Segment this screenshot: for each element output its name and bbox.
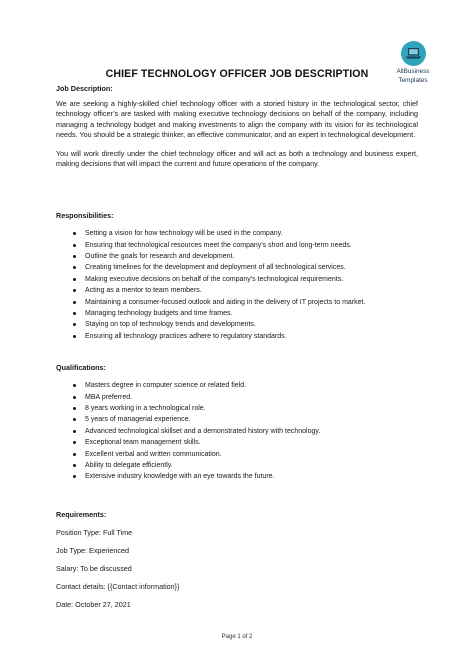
job-description-label: Job Description: xyxy=(56,84,113,93)
bullet-icon xyxy=(73,475,76,478)
responsibilities-label: Responsibilities: xyxy=(56,211,114,220)
bullet-icon xyxy=(73,255,76,258)
list-item: Staying on top of technology trends and developments. xyxy=(56,319,418,330)
date: Date: October 27, 2021 xyxy=(56,600,131,609)
laptop-icon xyxy=(401,41,426,66)
list-item: Acting as a mentor to team members. xyxy=(56,285,418,296)
bullet-icon xyxy=(73,289,76,292)
bullet-icon xyxy=(73,301,76,304)
list-item: Ensuring all technology practices adhere to regulatory standards. xyxy=(56,331,418,342)
bullet-icon xyxy=(73,278,76,281)
document-title: CHIEF TECHNOLOGY OFFICER JOB DESCRIPTION xyxy=(105,68,369,80)
bullet-icon xyxy=(73,407,76,410)
bullet-icon xyxy=(73,430,76,433)
list-item: Ability to delegate efficiently. xyxy=(56,460,418,471)
page-number: Page 1 of 2 xyxy=(221,634,253,640)
logo-text-line1: AllBusiness xyxy=(396,68,430,75)
list-item: Making executive decisions on behalf of the company's technological requirements. xyxy=(56,274,418,285)
qualifications-label: Qualifications: xyxy=(56,363,106,372)
list-item: Setting a vision for how technology will be used in the company. xyxy=(56,228,418,239)
logo-text-line2: Templates xyxy=(398,77,428,84)
requirements-label: Requirements: xyxy=(56,510,107,519)
bullet-icon xyxy=(73,453,76,456)
salary: Salary: To be discussed xyxy=(56,564,132,573)
qualifications-section xyxy=(56,363,418,483)
list-item: Excellent verbal and written communication. xyxy=(56,449,418,460)
bullet-icon xyxy=(73,396,76,399)
list-item: Advanced technological skillset and a demonstrated history with technology. xyxy=(56,426,418,437)
bullet-icon xyxy=(73,232,76,235)
job-description-paragraph-1: We are seeking a highly-skilled chief technology officer with a storied history in the technological sector, chief technology officer’s are tasked with making executive technology decisions on behalf of the company, including managing a technology budget and making investments to align the company with its vision for its technological needs. You should be a strategic thinker, an effective communicator, and an expert in technological development. xyxy=(56,99,418,139)
list-item: 8 years working in a technological role. xyxy=(56,403,418,414)
list-item: Exceptional team management skills. xyxy=(56,437,418,448)
list-item: Creating timelines for the development and deployment of all technological services. xyxy=(56,262,418,273)
bullet-icon xyxy=(73,266,76,269)
list-item: Extensive industry knowledge with an eye towards the future. xyxy=(56,471,418,482)
contact-details: Contact details: {{Contact information}} xyxy=(56,582,180,591)
bullet-icon xyxy=(73,312,76,315)
list-item: MBA preferred. xyxy=(56,392,418,403)
bullet-icon xyxy=(73,323,76,326)
job-type: Job Type: Experienced xyxy=(56,546,129,555)
list-item: Ensuring that technological resources meet the company's short and long-term needs. xyxy=(56,240,418,251)
list-item: Managing technology budgets and time frames. xyxy=(56,308,418,319)
responsibilities-section xyxy=(56,211,418,342)
bullet-icon xyxy=(73,464,76,467)
qualifications-list xyxy=(56,380,418,483)
responsibilities-list xyxy=(56,228,418,342)
job-description-section xyxy=(56,84,418,169)
bullet-icon xyxy=(73,384,76,387)
bullet-icon xyxy=(73,335,76,338)
list-item: Masters degree in computer science or related field. xyxy=(56,380,418,391)
bullet-icon xyxy=(73,441,76,444)
position-type: Position Type: Full Time xyxy=(56,528,133,537)
job-description-paragraph-2: You will work directly under the chief technology officer and will act as both a technology and business expert, making decisions that will impact the current and future operations of the company. xyxy=(56,149,418,169)
list-item: Maintaining a consumer-focused outlook and aiding in the delivery of IT projects to market. xyxy=(56,297,418,308)
bullet-icon xyxy=(73,244,76,247)
list-item: 5 years of managerial experience. xyxy=(56,414,418,425)
bullet-icon xyxy=(73,418,76,421)
list-item: Outline the goals for research and development. xyxy=(56,251,418,262)
